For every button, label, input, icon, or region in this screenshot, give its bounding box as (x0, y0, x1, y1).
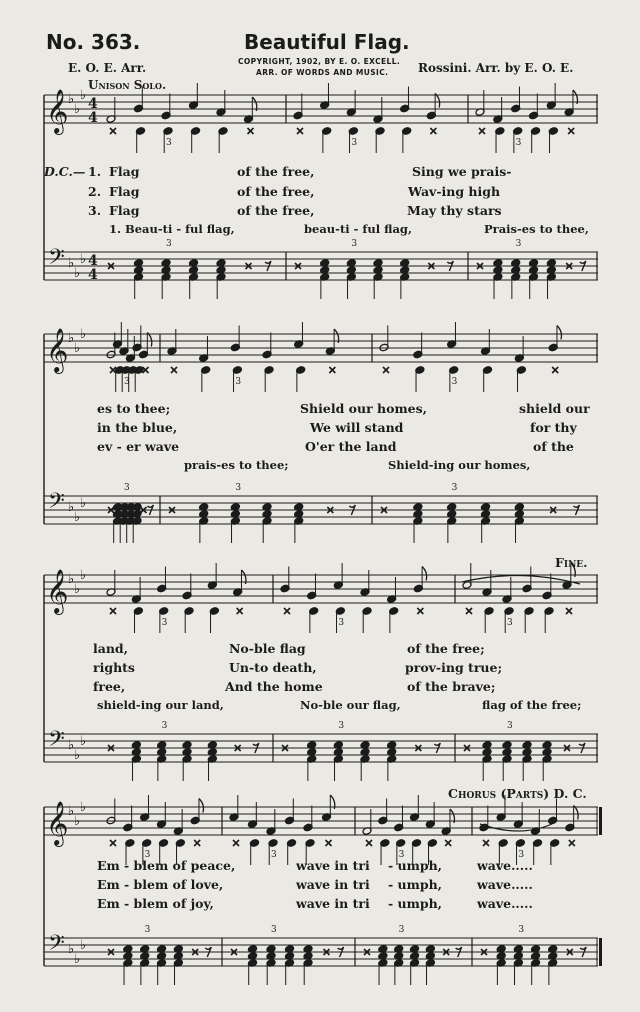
lyric-segment: Flag (109, 203, 140, 218)
lyric-segment: of the free, (237, 203, 315, 218)
triplet-number: 3 (518, 925, 525, 935)
lyric-segment: Flag (109, 164, 140, 179)
lyric-segment: rights (93, 660, 135, 675)
lyric-segment: - blem of love, (124, 877, 224, 892)
lyric-segment: wave in tri (296, 877, 370, 892)
time-signature-bottom: 4 (88, 267, 98, 283)
bass-lyric: 1. Beau-ti - ful flag, (109, 222, 235, 236)
lyric-segment: wave..... (477, 896, 533, 911)
triplet-number: 3 (398, 925, 405, 935)
lyric-segment: of the free, (237, 164, 315, 179)
lyric-segment: Em (97, 896, 120, 911)
verse-number: 1. (88, 164, 102, 179)
note-flag (574, 806, 579, 820)
triplet-number: 3 (451, 377, 458, 387)
lyric-segment: - umph, (388, 877, 443, 892)
rest-mark (466, 608, 472, 614)
bass-lyric: flag of the free; (482, 698, 582, 712)
fine-marking: Fine. (555, 555, 588, 570)
rest-mark (248, 128, 254, 134)
bass-clef: 𝄢 (48, 727, 65, 757)
triplet-number: 3 (271, 925, 277, 935)
lyric-segment: of the brave; (407, 679, 496, 694)
rest-mark (417, 608, 423, 614)
time-signature-top: 4 (88, 96, 98, 112)
rest-mark (445, 840, 451, 846)
key-flat: ♭ (68, 942, 75, 957)
triplet-number: 3 (398, 850, 405, 860)
key-flat: ♭ (80, 252, 87, 267)
key-flat: ♭ (74, 341, 81, 356)
rest-mark (237, 608, 243, 614)
triplet-number: 3 (124, 377, 130, 387)
rest-mark (483, 840, 489, 846)
bass-lyric: Shield-ing our homes, (388, 458, 531, 472)
triplet-number: 3 (507, 618, 513, 628)
rest-mark (329, 367, 335, 373)
rest-mark (297, 128, 303, 134)
triplet-number: 3 (235, 377, 242, 387)
rest-mark (284, 608, 290, 614)
key-flat: ♭ (68, 738, 75, 753)
bass-lyric: shield-ing our land, (97, 698, 224, 712)
triplet-number: 3 (351, 239, 358, 249)
arranger-credit: E. O. E. Arr. (68, 61, 147, 75)
lyric-segment: - blem of peace, (124, 858, 236, 873)
lyric-segment: O'er the land (305, 439, 397, 454)
copyright-line-1: COPYRIGHT, 1902, BY E. O. EXCELL. (238, 57, 401, 66)
lyric-segment: wave in tri (296, 858, 370, 873)
key-flat: ♭ (74, 748, 81, 763)
bass-clef: 𝄢 (48, 489, 65, 519)
rest-mark (479, 128, 485, 134)
treble-clef: 𝄞 (46, 328, 69, 372)
lyric-segment: And the home (225, 679, 323, 694)
key-flat: ♭ (74, 582, 81, 597)
triplet-number: 3 (124, 483, 130, 493)
part-label: Unison Solo. (88, 78, 167, 92)
rest-mark (569, 840, 575, 846)
triplet-number: 3 (515, 138, 522, 148)
triplet-number: 3 (338, 618, 345, 628)
final-barline (599, 938, 602, 966)
bass-lyric: No-ble our flag, (300, 698, 401, 712)
lyric-segment: wave..... (477, 877, 533, 892)
treble-clef: 𝄞 (46, 89, 69, 133)
key-flat: ♭ (80, 800, 87, 815)
note-flag (147, 333, 152, 347)
key-flat: ♭ (80, 88, 87, 103)
hymn-number: No. 363. (46, 30, 141, 54)
key-flat: ♭ (68, 92, 75, 107)
bass-lyric: prais-es to thee; (184, 458, 289, 472)
lyric-segment: of the free, (237, 184, 315, 199)
lyric-segment: of the (533, 439, 574, 454)
rest-mark (366, 840, 372, 846)
key-flat: ♭ (74, 102, 81, 117)
note-flag (422, 567, 427, 581)
lyric-segment: ev - er wave (97, 439, 180, 454)
lyric-segment: Em (97, 858, 120, 873)
lyric-segment: for thy (530, 420, 577, 435)
time-signature-top: 4 (88, 253, 98, 269)
dc-marking: D.C.— (44, 164, 86, 179)
key-flat: ♭ (74, 814, 81, 829)
lyric-segment: Sing we prais- (412, 164, 512, 179)
treble-clef: 𝄞 (46, 801, 69, 845)
rest-mark (326, 840, 332, 846)
rest-mark (110, 608, 116, 614)
copyright-line-2: ARR. OF WORDS AND MUSIC. (256, 68, 389, 77)
lyric-segment: shield our (519, 401, 590, 416)
key-flat: ♭ (68, 500, 75, 515)
rest-mark (566, 608, 572, 614)
lyric-segment: Un-to death, (229, 660, 317, 675)
rest-mark (552, 367, 558, 373)
key-flat: ♭ (74, 952, 81, 967)
triplet-number: 3 (235, 483, 242, 493)
key-flat: ♭ (80, 496, 87, 511)
tie-slur (462, 575, 580, 584)
triplet-number: 3 (144, 850, 151, 860)
lyric-segment: Shield our homes, (300, 401, 428, 416)
composer-credit: Rossini. Arr. by E. O. E. (418, 61, 574, 75)
key-flat: ♭ (80, 327, 87, 342)
lyric-segment: May thy stars (407, 203, 502, 218)
key-flat: ♭ (80, 568, 87, 583)
rest-mark (110, 128, 116, 134)
note-flag (199, 799, 204, 813)
rest-mark (194, 840, 200, 846)
key-flat: ♭ (68, 572, 75, 587)
key-flat: ♭ (80, 734, 87, 749)
triplet-number: 3 (338, 721, 345, 731)
rest-mark (233, 840, 239, 846)
triplet-number: 3 (518, 850, 525, 860)
lyric-segment: es to thee; (97, 401, 171, 416)
rest-mark (383, 367, 389, 373)
lyric-segment: - umph, (388, 858, 443, 873)
rest-mark (568, 128, 574, 134)
bass-clef: 𝄢 (48, 931, 65, 961)
bass-lyric: beau-ti - ful flag, (304, 222, 412, 236)
triplet-number: 3 (515, 239, 522, 249)
bass-lyric: Prais-es to thee, (484, 222, 589, 236)
lyric-segment: - umph, (388, 896, 443, 911)
lyric-segment: We will stand (310, 420, 404, 435)
key-flat: ♭ (68, 256, 75, 271)
rest-mark (110, 840, 116, 846)
note-flag (557, 326, 562, 340)
triplet-number: 3 (166, 138, 172, 148)
rest-mark (171, 367, 177, 373)
key-flat: ♭ (68, 804, 75, 819)
lyric-segment: - blem of joy, (124, 896, 214, 911)
lyric-segment: of the free; (407, 641, 485, 656)
lyric-segment: wave..... (477, 858, 533, 873)
triplet-number: 3 (161, 618, 168, 628)
lyric-segment: Flag (109, 184, 140, 199)
key-flat: ♭ (74, 266, 81, 281)
verse-number: 3. (88, 203, 102, 218)
final-barline (599, 807, 602, 835)
rest-mark (430, 128, 436, 134)
key-flat: ♭ (68, 331, 75, 346)
lyric-segment: Em (97, 877, 120, 892)
lyric-segment: land, (93, 641, 129, 656)
lyric-segment: No-ble flag (229, 641, 306, 656)
key-flat: ♭ (80, 938, 87, 953)
triplet-number: 3 (351, 138, 358, 148)
triplet-number: 3 (144, 925, 151, 935)
note-flag (435, 94, 440, 108)
hymn-title: Beautiful Flag. (244, 30, 410, 54)
verse-number: 2. (88, 184, 102, 199)
lyric-segment: prov-ing true; (405, 660, 503, 675)
chorus-marking: Chorus (Parts) D. C. (448, 786, 587, 801)
lyric-segment: Wav-ing high (408, 184, 501, 199)
lyric-segment: wave in tri (296, 896, 370, 911)
triplet-number: 3 (451, 483, 458, 493)
treble-clef: 𝄞 (46, 569, 69, 613)
key-flat: ♭ (74, 510, 81, 525)
lyric-segment: in the blue, (97, 420, 178, 435)
lyric-segment: free, (93, 679, 126, 694)
triplet-number: 3 (166, 239, 172, 249)
triplet-number: 3 (507, 721, 513, 731)
bass-clef: 𝄢 (48, 245, 65, 275)
triplet-number: 3 (271, 850, 277, 860)
triplet-number: 3 (161, 721, 168, 731)
time-signature-bottom: 4 (88, 110, 98, 126)
